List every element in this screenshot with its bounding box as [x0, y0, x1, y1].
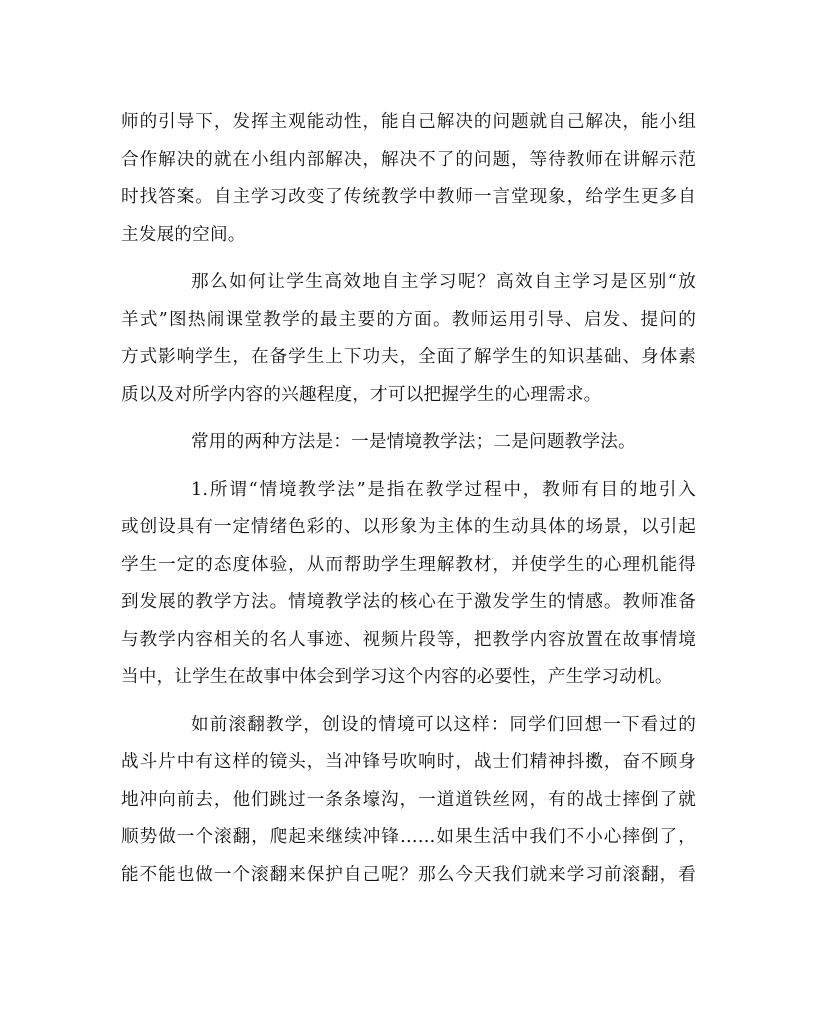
paragraph-self-directed-learning [121, 104, 696, 254]
text-line: 师的引导下，发挥主观能动性，能自己解决的问题就自己解决，能小组 [121, 112, 696, 132]
text-line: 与教学内容相关的名人事迹、视频片段等，把教学内容放置在故事情境 [121, 629, 696, 650]
text-line: 时找答案。自主学习改变了传统教学中教师一言堂现象，给学生更多自 [121, 187, 696, 207]
text-line: 主发展的空间。 [121, 224, 246, 245]
paragraph-gap [121, 254, 696, 264]
text-line: 当中，让学生在故事中体会到学习这个内容的必要性，产生学习动机。 [121, 667, 673, 687]
text-line: 学生一定的态度体验，从而帮助学生理解教材，并使学生的心理机能得 [121, 554, 696, 575]
paragraph-gap [121, 462, 696, 472]
text-line: 到发展的教学方法。情境教学法的核心在于激发学生的情感。教师准备 [121, 592, 696, 612]
text-line: 那么如何让学生高效地自主学习呢？高效自主学习是区别“放 [191, 272, 696, 292]
paragraph-gap [121, 414, 696, 424]
paragraph-gap [121, 697, 696, 707]
paragraph-two-methods [121, 424, 696, 462]
text-line: 1.所谓“情境教学法”是指在教学过程中，教师有目的地引入 [191, 479, 696, 500]
text-line: 或创设具有一定情绪色彩的、以形象为主体的生动具体的场景，以引起 [121, 517, 696, 537]
text-line: 战斗片中有这样的镜头，当冲锋号吹响时，战士们精神抖擞，奋不顾身 [121, 752, 696, 772]
paragraph-forward-roll-example [121, 707, 696, 895]
document-body [121, 104, 696, 894]
text-line: 方式影响学生，在备学生上下功夫，全面了解学生的知识基础、身体素 [121, 347, 696, 367]
text-line: 地冲向前去，他们跳过一条条壕沟，一道道铁丝网，有的战士摔倒了就 [121, 789, 696, 810]
text-line: 如前滚翻教学，创设的情境可以这样：同学们回想一下看过的 [191, 714, 696, 735]
text-line: 常用的两种方法是：一是情境教学法；二是问题教学法。 [191, 432, 636, 452]
text-line: 能不能也做一个滚翻来保护自己呢？那么今天我们就来学习前滚翻，看 [121, 864, 696, 885]
text-line: 质以及对所学内容的兴趣程度，才可以把握学生的心理需求。 [121, 384, 602, 405]
text-line: 羊式”图热闹课堂教学的最主要的方面。教师运用引导、启发、提问的 [121, 309, 696, 330]
paragraph-situational-teaching [121, 472, 696, 697]
text-line: 合作解决的就在小组内部解决，解决不了的问题，等待教师在讲解示范 [121, 149, 696, 170]
paragraph-efficient-learning [121, 264, 696, 414]
text-line: 顺势做一个滚翻，爬起来继续冲锋……如果生活中我们不小心摔倒了， [121, 827, 696, 847]
